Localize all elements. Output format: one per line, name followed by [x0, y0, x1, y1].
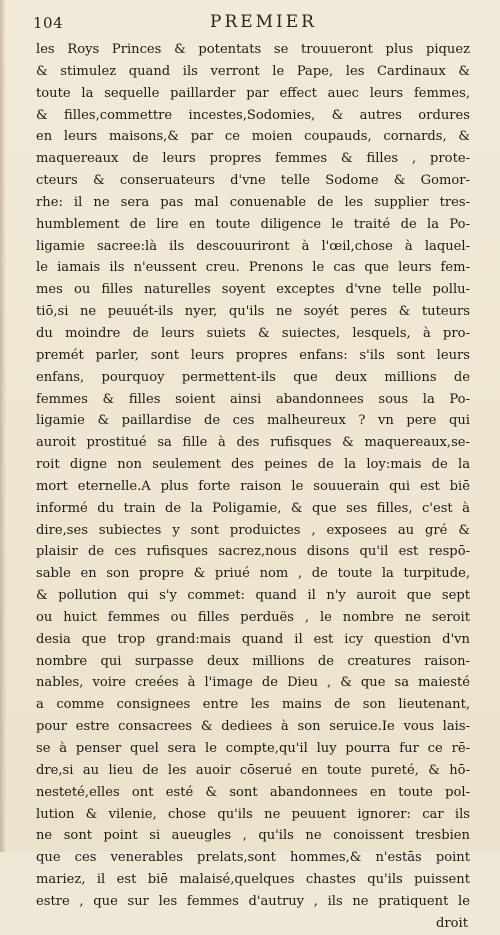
- text-line: auroit prostitué sa fille à des rufisques & maquereaux,se-: [36, 435, 470, 451]
- text-line: mariez, il est biē malaisé,quelques chastes qu'ils puissent: [36, 872, 470, 888]
- text-line: cteurs & conseruateurs d'vne telle Sodome & Gomor-: [36, 173, 470, 189]
- text-line: dre,si au lieu de les auoir cōserué en toute pureté, & hō-: [36, 762, 470, 778]
- text-line: ou huict femmes ou filles perduës , le nombre ne seroit: [36, 609, 470, 625]
- text-line: rhe: il ne sera pas mal conuenable de les supplier tres-: [36, 194, 470, 210]
- text-line: ligamie & paillardise de ces malheureux ? vn pere qui: [36, 413, 470, 429]
- text-line: & stimulez quand ils verront le Pape, les Cardinaux &: [36, 63, 470, 79]
- text-line: les Roys Princes & potentats se trouueront plus piquez: [36, 42, 470, 57]
- text-line: pour estre consacrees & dediees à son seruice.Ie vous lais-: [36, 719, 470, 735]
- text-line: mort eternelle.A plus forte raison le souuerain qui est biē: [36, 478, 470, 494]
- catchword: droit: [436, 915, 468, 931]
- text-line: le iamais ils n'eussent creu. Prenons le cas que leurs fem-: [36, 260, 470, 276]
- text-line: tiō,si ne peuuét-ils nyer, qu'ils ne soyét peres & tuteurs: [36, 304, 470, 320]
- body-text: [36, 39, 470, 935]
- text-line: & pollution qui s'y commet: quand il n'y auroit que sept: [36, 588, 470, 604]
- text-line: roit digne non seulement des peines de la loy:mais de la: [36, 457, 470, 473]
- text-line: nombre qui surpasse deux millions de creatures raison-: [36, 653, 470, 669]
- text-line: dire,ses subiectes y sont produictes , exposees au gré &: [36, 522, 470, 538]
- text-line: desia que trop grand:mais quand il est icy question d'vn: [36, 631, 470, 647]
- text-line: & filles,commettre incestes,Sodomies, & autres ordures: [36, 107, 470, 123]
- text-line: lution & vilenie, chose qu'ils ne peuuent ignorer: car ils: [36, 806, 470, 822]
- text-line: informé du train de la Poligamie, & que ses filles, c'est à: [36, 500, 470, 516]
- text-line: du moindre de leurs suiets & suiectes, lesquels, à pro-: [36, 325, 470, 341]
- page-header: [33, 12, 474, 36]
- text-line: estre , que sur les femmes d'autruy , ils ne pratiquent le: [36, 893, 470, 909]
- text-line: femmes & filles soient ainsi abandonnees sous la Po-: [36, 391, 470, 407]
- text-line: que ces venerables prelats,sont hommes,& n'estās point: [36, 850, 470, 866]
- text-line: nables, voire creées à l'image de Dieu , & que sa maiesté: [36, 675, 470, 691]
- text-line: mes ou filles naturelles soyent exceptes d'vne telle pollu-: [36, 282, 470, 298]
- text-line: ne sont point si aueugles , qu'ils ne conoissent tresbien: [36, 828, 470, 844]
- text-line: a comme consignees entre les mains de son lieutenant,: [36, 697, 470, 713]
- text-line: enfans, pourquoy permettent-ils que deux millions de: [36, 369, 470, 385]
- text-line: humblement de lire en toute diligence le traité de la Po-: [36, 216, 470, 232]
- catchword-line: [36, 913, 470, 935]
- text-line: en leurs maisons,& par ce moien coupauds, cornards, &: [36, 129, 470, 145]
- text-line: premét parler, sont leurs propres enfans: s'ils sont leurs: [36, 347, 470, 363]
- text-line: ligamie sacree:là ils descouuriront à l'œil,chose à laquel-: [36, 238, 470, 254]
- text-line: nesteté,elles ont esté & sont abandonnees en toute pol-: [36, 784, 470, 800]
- text-line: toute la sequelle paillarder par effect auec leurs femmes,: [36, 85, 470, 101]
- text-line: se à penser quel sera le compte,qu'il luy pourra fur ce rē-: [36, 741, 470, 756]
- text-line: sable en son propre & priué nom , de toute la turpitude,: [36, 566, 470, 582]
- page-number: 104: [33, 14, 64, 32]
- text-line: maquereaux de leurs propres femmes & filles , prote-: [36, 151, 470, 167]
- running-head: PREMIER: [210, 12, 317, 32]
- text-line: plaisir de ces rufisques sacrez,nous disons qu'il est respō-: [36, 544, 470, 560]
